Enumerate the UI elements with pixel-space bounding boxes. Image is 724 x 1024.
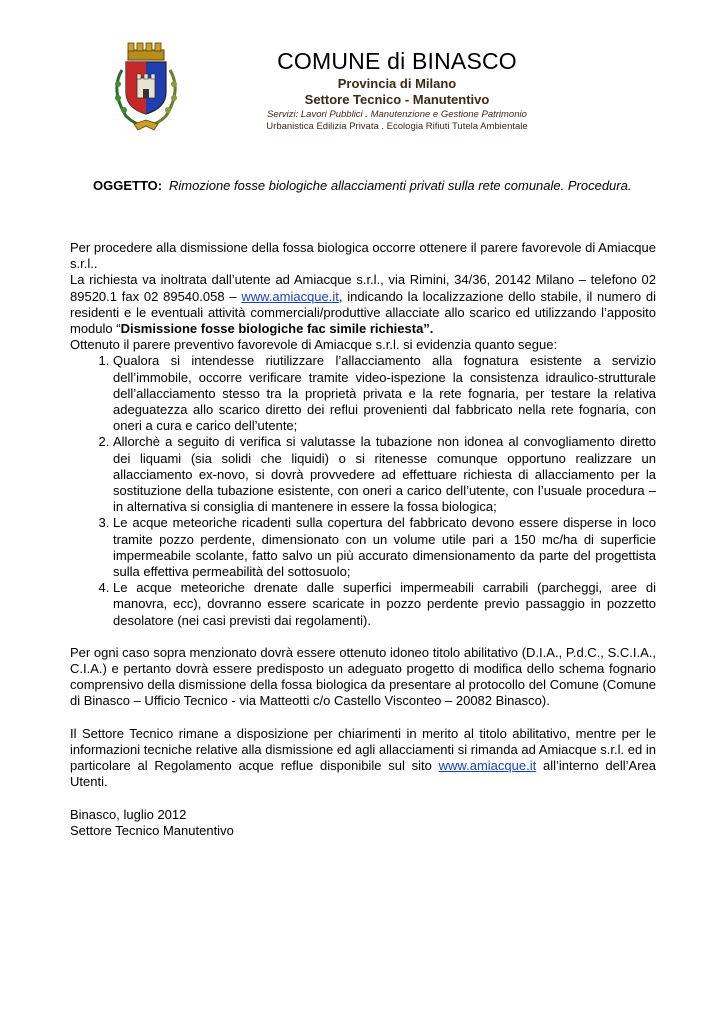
sector: Settore Tecnico - Manutentivo bbox=[304, 92, 490, 107]
paragraph-request: La richiesta va inoltrata dall’utente ad Amiacque s.r.l., via Rimini, 34/36, 20142 Milano – telefono 02 89520.1 fax 02 89540.058 – www.amiacque.it, indicando la localizzazione dello stabile, il numero di residenti e le eventuali attività commerciali/produttive allacciate allo scarico ed utilizzando l’apposito modulo “Dismissione fosse biologiche fac simile richiesta”. bbox=[70, 272, 656, 337]
list-item: 3. Le acque meteoriche ricadenti sulla copertura del fabbricato devono essere disperse in loco tramite pozzo perdente, dimensionato con un volume utile pari a 150 mc/ha di superficie impermeabile scolante, fatto salvo un più accurato dimensionamento da parte del progettista sulla effettiva permeabilità del sottosuolo; bbox=[113, 515, 656, 580]
amiacque-link-2[interactable]: www.amiacque.it bbox=[438, 758, 537, 774]
urbanistica: Urbanistica Edilizia Privata . Ecologia Rifiuti Tutela Ambientale bbox=[266, 121, 528, 132]
signature: Settore Tecnico Manutentivo bbox=[70, 822, 234, 838]
province: Provincia di Milano bbox=[337, 76, 457, 91]
paragraph-list-intro: Ottenuto il parere preventivo favorevole di Amiacque s.r.l. si evidenzia quanto segue: bbox=[70, 337, 558, 353]
subject-text: Rimozione fosse biologiche allacciamenti privati sulla rete comunale. Procedura. bbox=[169, 178, 632, 193]
coat-of-arms-icon bbox=[104, 40, 188, 132]
services: Servizi: Lavori Pubblici . Manutenzione e Gestione Patrimonio bbox=[267, 109, 527, 120]
date-line: Binasco, luglio 2012 bbox=[70, 806, 187, 822]
paragraph-intro: Per procedere alla dismissione della fossa biologica occorre ottenere il parere favorevole di Amiacque s.r.l.. bbox=[70, 240, 656, 272]
list-item: 4. Le acque meteoriche drenate dalle superfici impermeabili carrabili (parcheggi, aree di manovra, ecc), dovranno essere scaricate in pozzo perdente previo passaggio in pozzetto desolatore (nei casi previsti dai regolamenti). bbox=[113, 580, 656, 629]
amiacque-link[interactable]: www.amiacque.it bbox=[241, 288, 339, 304]
letterhead bbox=[232, 48, 562, 133]
letter-body bbox=[70, 240, 656, 839]
list-item: 2. Allorchè a seguito di verifica si valutasse la tubazione non idonea al convogliamento diretto dei liquami (sia solidi che liquidi) o si ritenesse comunque opportuno realizzare un allacciamento ex-novo, si dovrà provvedere ad effettuare richiesta di allacciamento per la sostituzione della tubazione esistente, con oneri a carico dell’utente, con l’usuale procedura – in alternativa si consiglia di mantenere in essere la fossa biologica; bbox=[113, 434, 656, 515]
subject-block bbox=[93, 176, 656, 195]
subject-label: OGGETTO: bbox=[93, 178, 163, 193]
list-item: 1. Qualora si intendesse riutilizzare l’allacciamento alla fognatura esistente a servizio dell’immobile, occorre verificare tramite video-ispezione la consistenza idraulico-strutturale dell’allacciamento stesso tra la proprietà privata e la rete fognaria, per testare la relativa adeguatezza allo scarico diretto dei reflui provenienti dal fabbricato nella rete fognaria, con oneri a cura e carico dell’utente; bbox=[113, 353, 656, 434]
requirements-list bbox=[70, 353, 656, 628]
paragraph-permits: Per ogni caso sopra menzionato dovrà essere ottenuto idoneo titolo abilitativo (D.I.A., P.d.C., S.C.I.A., C.I.A.) e pertanto dovrà essere predisposto un adeguato progetto di modifica dello schema fognario comprensivo della dismissione della fossa biologica da presentare al protocollo del Comune (Comune di Binasco – Ufficio Tecnico - via Matteotti c/o Castello Visconteo – 20082 Binasco). bbox=[70, 644, 656, 709]
paragraph-contact: Il Settore Tecnico rimane a disposizione per chiarimenti in merito al titolo abilitativo, mentre per le informazioni tecniche relative alla dismissione ed agli allacciamenti si rimanda ad Amiacque s.r.l. ed in particolare al Regolamento acque reflue disponibile sul sito www.amiacque.it all’interno dell’Area Utenti. bbox=[70, 725, 657, 790]
municipality-title: COMUNE di BINASCO bbox=[277, 48, 517, 74]
module-name: Dismissione fosse biologiche fac simile richiesta”. bbox=[120, 321, 434, 337]
